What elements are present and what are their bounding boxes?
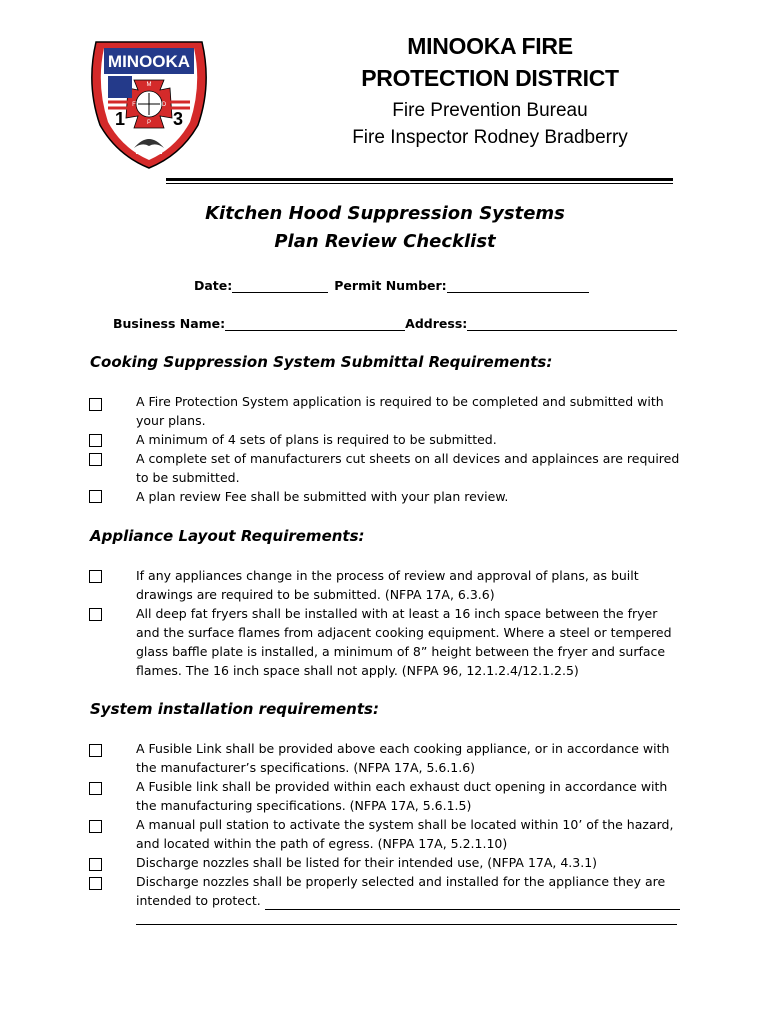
business-name-label: Business Name: — [113, 316, 226, 331]
checkbox-installation-2[interactable] — [89, 782, 102, 795]
logo-numeral-left: 1 — [114, 109, 126, 129]
checkbox-submittal-4[interactable] — [89, 490, 102, 503]
business-name-field[interactable] — [225, 317, 405, 331]
appliance-item-2: All deep fat fryers shall be installed with at least a 16 inch space between the fryer and the surface flames from adjacent cooking equipment. Where a steel or tempered glass baffle plate is installed, a minimum of 8” height between the fryer and surface flames. The 16 inch space shall not apply. (NFPA 96, 12.1.2.4/12.1.2.5) — [136, 606, 672, 678]
district-logo — [86, 30, 212, 170]
checkbox-installation-1[interactable] — [89, 744, 102, 757]
submittal-item-1: A Fire Protection System application is required to be completed and submitted with your plans. — [136, 394, 664, 428]
checkbox-installation-3[interactable] — [89, 820, 102, 833]
address-field[interactable] — [467, 317, 677, 331]
checkbox-appliance-1[interactable] — [89, 570, 102, 583]
header-inspector: Fire Inspector Rodney Bradberry — [352, 127, 628, 148]
installation-item-3: A manual pull station to activate the system shall be located within 10’ of the hazard, and located within the path of egress. (NFPA 17A, 5.2.1.10) — [136, 817, 674, 851]
installation-item-5-text: Discharge nozzles shall be properly selected and installed for the appliance they are intended to protect. — [136, 874, 666, 908]
section-heading-appliance-layout: Appliance Layout Requirements: — [90, 527, 365, 545]
permit-number-field[interactable] — [447, 279, 589, 293]
logo-name: MINOOKA — [107, 52, 191, 71]
form-title-line2: Plan Review Checklist — [274, 231, 496, 252]
header-district-line1: MINOOKA FIRE — [407, 33, 573, 59]
installation-item-1: A Fusible Link shall be provided above each cooking appliance, or in accordance with the manufacturer’s specifications. (NFPA 17A, 5.6.1.6) — [136, 741, 670, 775]
header-divider-thick — [166, 178, 673, 181]
installation-item-4: Discharge nozzles shall be listed for their intended use, (NFPA 17A, 4.3.1) — [136, 855, 598, 870]
date-label: Date: — [194, 278, 233, 293]
checkbox-installation-4[interactable] — [89, 858, 102, 871]
header-district-line2: PROTECTION DISTRICT — [361, 65, 619, 91]
date-permit-row — [194, 278, 589, 293]
notes-line-1[interactable] — [265, 896, 680, 910]
appliance-item-1: If any appliances change in the process of review and approval of plans, as built drawings are required to be submitted. (NFPA 17A, 6.3.6) — [136, 568, 639, 602]
submittal-item-3: A complete set of manufacturers cut sheets on all devices and applainces are required to be submitted. — [136, 451, 680, 485]
logo-letter-f: F — [132, 102, 136, 108]
submittal-item-4: A plan review Fee shall be submitted with your plan review. — [136, 489, 509, 504]
logo-numeral-right: 3 — [172, 109, 184, 129]
checkbox-submittal-3[interactable] — [89, 453, 102, 466]
checkbox-appliance-2[interactable] — [89, 608, 102, 621]
header-divider-thin — [166, 183, 673, 184]
checkbox-submittal-2[interactable] — [89, 434, 102, 447]
date-field[interactable] — [232, 279, 328, 293]
logo-letter-d: D — [161, 102, 167, 108]
permit-number-label: Permit Number: — [334, 278, 447, 293]
address-label: Address: — [405, 316, 468, 331]
logo-letter-p: P — [146, 120, 152, 126]
checkbox-installation-5[interactable] — [89, 877, 102, 890]
form-title-line1: Kitchen Hood Suppression Systems — [205, 203, 565, 224]
business-address-row — [113, 316, 677, 331]
submittal-item-2: A minimum of 4 sets of plans is required to be submitted. — [136, 432, 497, 447]
section-heading-submittal: Cooking Suppression System Submittal Requirements: — [90, 353, 553, 371]
installation-item-2: A Fusible link shall be provided within each exhaust duct opening in accordance with the manufacturing specifications. (NFPA 17A, 5.6.1.5) — [136, 779, 668, 813]
section-heading-installation: System installation requirements: — [90, 700, 379, 718]
notes-line-2[interactable] — [136, 924, 677, 925]
checkbox-submittal-1[interactable] — [89, 398, 102, 411]
header-bureau: Fire Prevention Bureau — [392, 100, 588, 121]
logo-letter-m: M — [146, 82, 152, 88]
installation-item-5 — [136, 872, 681, 910]
